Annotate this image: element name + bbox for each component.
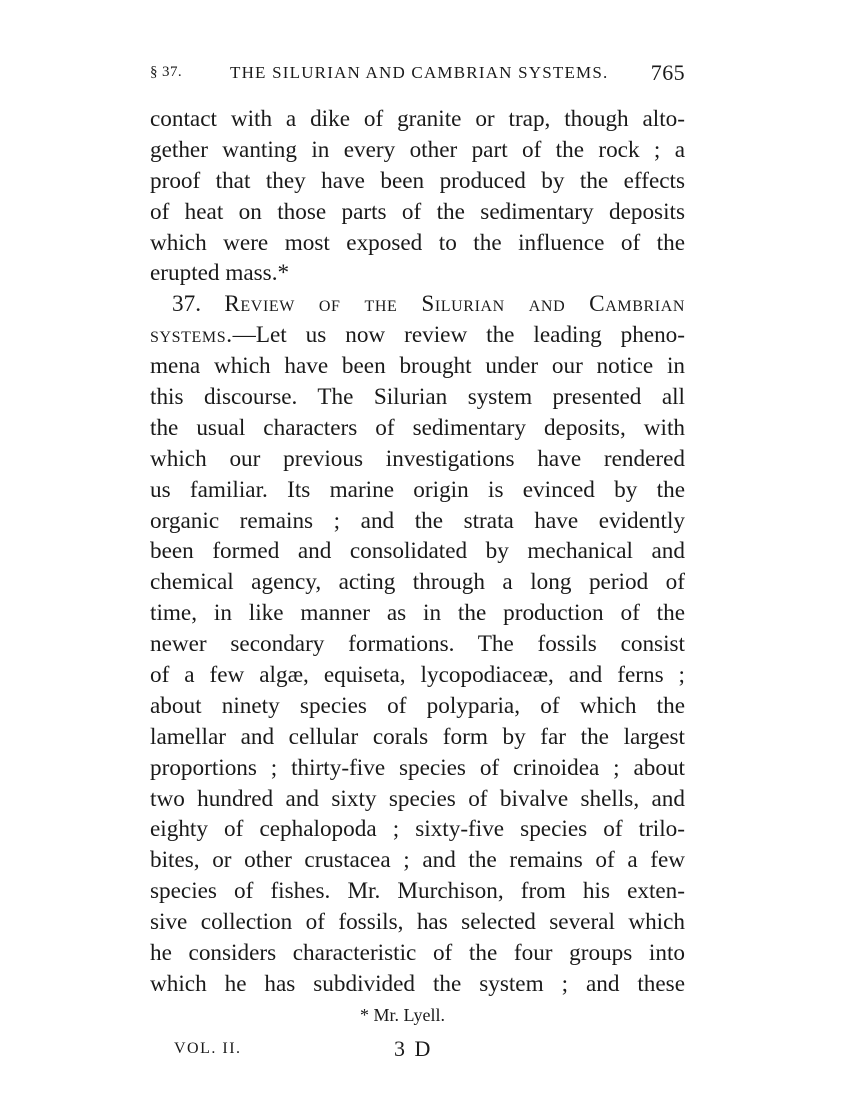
text-line: bites, or other crustacea ; and the remains of a few xyxy=(150,847,685,874)
text-line: proof that they have been produced by the effects xyxy=(150,167,685,194)
section-mark: § 37. xyxy=(150,64,182,80)
text-line xyxy=(150,320,685,351)
text-line: this discourse. The Silurian system presented all xyxy=(150,384,685,411)
book-page xyxy=(150,58,686,1061)
section-heading-line xyxy=(150,289,685,320)
text-line: erupted mass.* xyxy=(150,260,290,287)
text-line: which our previous investigations have rendered xyxy=(150,445,685,472)
section-number: 37. xyxy=(172,291,201,318)
running-head-title: THE SILURIAN AND CAMBRIAN SYSTEMS. xyxy=(230,63,609,82)
paragraph-continued xyxy=(150,104,685,289)
text-line: mena which have been brought under our notice in xyxy=(150,353,685,380)
text-line: which he has subdivided the system ; and these xyxy=(150,970,685,997)
text-line: of a few algæ, equiseta, lycopodiaceæ, and ferns ; xyxy=(150,662,685,689)
text-line: about ninety species of polyparia, of which the xyxy=(150,692,685,719)
text-line: organic remains ; and the strata have evidently xyxy=(150,507,685,534)
page-footer xyxy=(174,1036,594,1070)
text-line: he considers characteristic of the four groups into xyxy=(150,940,685,967)
text-line: chemical agency, acting through a long period of xyxy=(150,569,685,596)
text-line: been formed and consolidated by mechanical and xyxy=(150,538,685,565)
text-line: eighty of cephalopoda ; sixty-five species of trilo- xyxy=(150,816,685,843)
text-line: lamellar and cellular corals form by far the largest xyxy=(150,723,685,750)
text-line: sive collection of fossils, has selected several which xyxy=(150,909,685,936)
page-number: 765 xyxy=(650,60,685,85)
body-text xyxy=(150,104,685,1000)
text-line: contact with a dike of granite or trap, though alto- xyxy=(150,106,685,132)
text-run: —Let us now review the leading pheno- xyxy=(232,322,685,349)
footnote: * Mr. Lyell. xyxy=(360,1005,445,1025)
section-heading-continued: systems. xyxy=(150,322,233,349)
volume-label: VOL. II. xyxy=(174,1040,242,1057)
text-line: which were most exposed to the influence of the xyxy=(150,229,685,256)
signature-mark: 3 D xyxy=(394,1036,433,1061)
text-line: two hundred and sixty species of bivalve shells, and xyxy=(150,785,685,812)
running-head xyxy=(150,58,685,94)
text-line: proportions ; thirty-five species of crinoidea ; about xyxy=(150,754,685,781)
text-line: us familiar. Its marine origin is evinced by the xyxy=(150,476,685,503)
text-line: species of fishes. Mr. Murchison, from his exten- xyxy=(150,878,685,905)
text-line: gether wanting in every other part of the rock ; a xyxy=(150,136,685,163)
text-line: the usual characters of sedimentary deposits, with xyxy=(150,414,685,441)
text-line: time, in like manner as in the production of the xyxy=(150,600,685,627)
paragraph-section-37 xyxy=(150,289,685,999)
text-line: of heat on those parts of the sedimentary deposits xyxy=(150,198,685,225)
text-line: newer secondary formations. The fossils consist xyxy=(150,631,685,658)
section-heading: Review of the Silurian and Cambrian xyxy=(224,291,686,318)
